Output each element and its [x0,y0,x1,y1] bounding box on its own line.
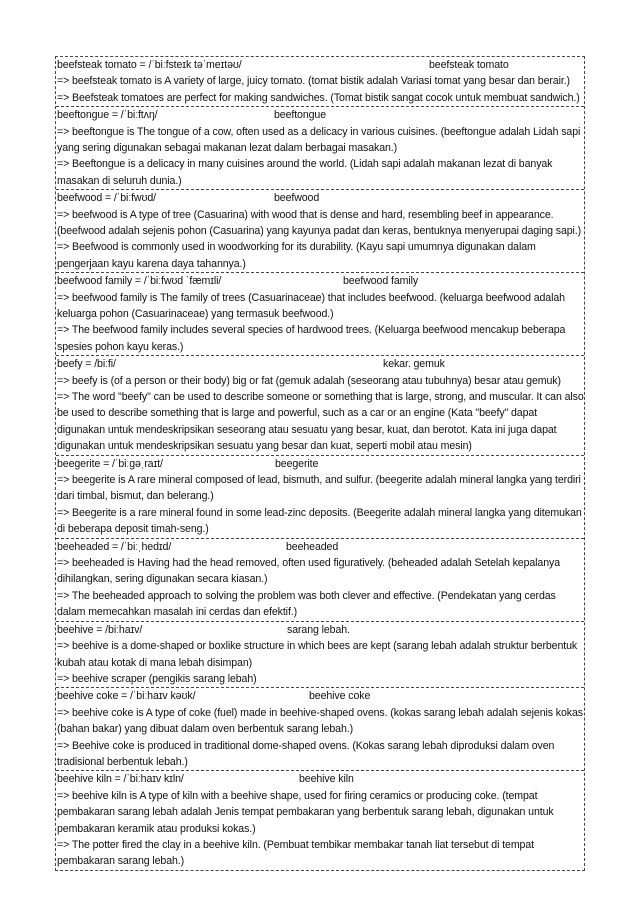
entry-definition: => beefsteak tomato is A variety of large, juicy tomato. (tomat bistik adalah Variasi tomat yang besar dan berair.) [57,75,570,88]
entry-header [57,688,584,704]
entry-header [57,539,584,555]
entry-header [57,190,584,206]
entry-definition: => beehive kiln is A type of kiln with a beehive shape, used for firing ceramics or producing coke. (tempat pembakaran sarang lebah adalah Jenis tempat pembakaran yang berbentuk sarang lebah, digunakan untuk pembakaran keramik atau produksi kokas.) [57,789,554,835]
dictionary-entry [56,622,584,689]
entry-example: => Beefsteak tomatoes are perfect for making sandwiches. (Tomat bistik sangat cocok untuk membuat sandwich.) [57,91,580,104]
entry-example: => Beehive coke is produced in traditional dome-shaped ovens. (Kokas sarang lebah diproduksi dalam oven tradisional berbentuk lebah.) [57,739,555,768]
entry-example: => The word "beefy" can be used to describe someone or something that is large, strong, and muscular. It can also be used to describe something that is large and powerful, such as a car or an engine (Kata "beefy" dapat digunakan untuk mendeskripsikan seseorang atau sesuatu yang besar, kuat, dan berotot. Kata ini juga dapat digunakan untuk mendeskripsikan sesuatu yang besar dan kuat, seperti mobil atau mesin) [57,391,584,453]
dictionary-entry [56,688,584,771]
entry-term: beefwood = /ˈbiːfwʊd/ [57,192,157,205]
entry-translation: beefsteak tomato [429,59,509,71]
dictionary-entry [56,539,584,622]
entry-definition: => beefy is (of a person or their body) big or fat (gemuk adalah (seseorang atau tubuhnya) besar atau gemuk) [57,374,561,387]
entry-term: beeheaded = /ˈbiːˌhedɪd/ [57,540,172,553]
entry-header [57,622,584,638]
entry-translation: beefwood family [343,275,419,288]
entry-header [57,57,584,73]
entry-example: => The beeheaded approach to solving the problem was both clever and effective. (Pendekatan yang cerdas dalam memecahkan masalah ini cerdas dan efektif.) [57,589,556,619]
entry-header [57,356,584,372]
entry-translation: beehive coke [309,690,371,703]
entry-term: beefy = /biːfi/ [57,358,116,371]
entry-definition: => beegerite is A rare mineral composed of lead, bismuth, and sulfur. (beegerite adalah mineral langka yang terdiri dari timbal, bismut, dan belerang.) [57,474,581,503]
entry-definition: => beefwood family is The family of trees (Casuarinaceae) that includes beefwood. (keluarga beefwood adalah keluarga pohon (Casuarinaceae) yang termasuk beefwood.) [57,291,565,321]
entry-example: => beehive scraper (pengikis sarang lebah) [57,672,257,685]
entry-translation: beehive kiln [299,773,354,786]
entry-definition: => beeheaded is Having had the head removed, often used figuratively. (beheaded adalah Setelah kepalanya dihilangkan, sering digunakan secara kiasan.) [57,557,560,586]
entry-example: => The beefwood family includes several species of hardwood trees. (Keluarga beefwood mencakup beberapa spesies pohon kayu keras.) [57,324,566,353]
entry-term: beefsteak tomato = /ˈbiːfsteɪk təˈmeɪtəʊ/ [57,59,242,71]
entry-term: beehive coke = /ˈbiːhaɪv kəʊk/ [57,690,196,703]
entry-translation: beefwood [274,192,320,205]
dictionary-entry [56,107,584,190]
entry-header [57,771,584,787]
entry-definition: => beeftongue is The tongue of a cow, often used as a delicacy in various cuisines. (beeftongue adalah Lidah sapi yang sering digunakan sebagai makanan lezat dalam berbagai masakan.) [57,125,581,154]
dictionary-entry [56,273,584,356]
entry-example: => Beegerite is a rare mineral found in some lead-zinc deposits. (Beegerite adalah mineral langka yang ditemukan di beberapa deposit timah-seng.) [57,506,582,536]
dictionary-entry [56,190,584,273]
entry-term: beegerite = /ˈbiːɡəˌraɪt/ [57,457,163,470]
entry-definition: => beehive coke is A type of coke (fuel) made in beehive-shaped ovens. (kokas sarang lebah adalah sejenis kokas (bahan bakar) yang dibuat dalam oven berbentuk sarang lebah.) [57,706,583,736]
entry-term: beehive = /biːhaɪv/ [57,623,143,636]
entry-term: beehive kiln = /ˈbiːhaɪv kɪln/ [57,773,184,786]
entry-translation: kekar. gemuk [383,358,445,371]
entry-header [57,456,584,472]
entry-header [57,273,584,289]
entry-example: => Beefwood is commonly used in woodworking for its durability. (Kayu sapi umumnya digunakan dalam pengerjaan kayu karena daya tahannya.) [57,241,536,270]
dictionary-entry [56,771,584,869]
dictionary-entry [56,57,584,107]
dictionary-entry [56,456,584,539]
entry-example: => Beeftongue is a delicacy in many cuisines around the world. (Lidah sapi adalah makanan lezat di banyak masakan di seluruh dunia.) [57,158,553,187]
entry-translation: sarang lebah. [287,623,350,636]
entry-definition: => beehive is a dome-shaped or boxlike structure in which bees are kept (sarang lebah adalah struktur berbentuk kubah atau kotak di mana lebah disimpan) [57,640,578,669]
entry-translation: beeheaded [286,540,339,553]
entry-term: beefwood family = /ˈbiːfwʊd ˈfæmɪli/ [57,275,222,288]
entry-translation: beegerite [275,457,319,470]
entry-header [57,107,584,123]
entry-example: => The potter fired the clay in a beehive kiln. (Pembuat tembikar membakar tanah liat tersebut di tempat pembakaran sarang lebah.) [57,838,534,868]
dictionary-page [55,56,585,871]
dictionary-entry [56,356,584,455]
entry-term: beeftongue = /ˈbiːftʌŋ/ [57,109,158,122]
entry-translation: beeftongue [274,109,327,122]
entry-definition: => beefwood is A type of tree (Casuarina) with wood that is dense and hard, resembling beef in appearance. (beefwood adalah sejenis pohon (Casuarina) yang kayunya padat dan keras, bentuknya menyerupai daging sapi.) [57,208,582,238]
